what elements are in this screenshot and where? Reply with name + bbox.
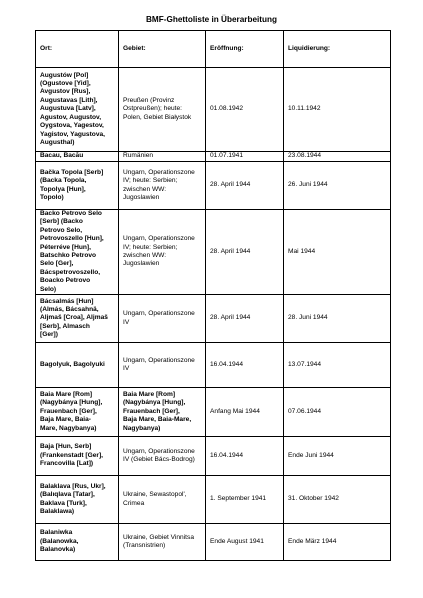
cell-eroeffnung-text: 16.04.1944 xyxy=(210,451,244,459)
cell-ort-text: Baja [Hun, Serb] (Frankenstadt [Ger], Francovilla [Lat]) xyxy=(40,443,104,468)
cell-ort xyxy=(36,476,119,524)
cell-gebiet xyxy=(119,343,206,388)
cell-gebiet xyxy=(119,210,206,295)
cell-liquidierung-text: 07.06.1944 xyxy=(288,407,322,415)
cell-eroeffnung xyxy=(206,524,284,561)
cell-gebiet-text: Ukraine, Sewastopol', Crimea xyxy=(123,491,187,507)
cell-ort xyxy=(36,388,119,437)
cell-liquidierung-text: 23.08.1944 xyxy=(288,152,322,160)
table-row xyxy=(36,152,391,162)
cell-liquidierung-text: Ende März 1944 xyxy=(288,537,337,545)
header-liquidierung: Liquidierung: xyxy=(284,31,391,68)
cell-eroeffnung xyxy=(206,476,284,524)
cell-eroeffnung-text: 01.07.1941 xyxy=(210,152,244,160)
table-row xyxy=(36,210,391,295)
cell-ort-text: Bačka Topola [Serb] (Backa Topola, Topolya [Hun], Topolo) xyxy=(40,168,104,201)
cell-liquidierung xyxy=(284,524,391,561)
table-row xyxy=(36,524,391,561)
cell-ort-text: Bácsalmás [Hun] (Almás, Bácsahnä, Aljmaš [Croa], Aljmaš [Serb], Almasch [Ger]) xyxy=(40,297,108,339)
cell-ort xyxy=(36,68,119,152)
cell-liquidierung xyxy=(284,210,391,295)
cell-gebiet-text: Ukraine, Gebiet Vinnitsa (Transnistrien) xyxy=(123,533,194,550)
table-row xyxy=(36,162,391,210)
cell-ort-text: Bacau, Bacău xyxy=(40,152,84,160)
cell-liquidierung xyxy=(284,152,391,162)
cell-liquidierung-text: 13.07.1944 xyxy=(288,360,322,368)
cell-liquidierung-text: 31. Oktober 1942 xyxy=(288,495,339,503)
cell-gebiet-text: Ungarn, Operationszone IV xyxy=(123,356,195,373)
cell-gebiet xyxy=(119,68,206,152)
cell-ort-text: Balaniwka (Balanowka, Balanovka) xyxy=(40,529,79,554)
cell-eroeffnung-text: Ende August 1941 xyxy=(210,537,264,545)
cell-ort-text: Backo Petrovo Selo [Serb] (Backo Petrovo Selo, Petrovoszello [Hun], Péterréve [Hun], Batschko Petrovo Selo [Ger], Bácspetrovoszello, Boacko Petrovo Selo) xyxy=(40,210,104,293)
header-row xyxy=(36,31,391,68)
cell-eroeffnung xyxy=(206,295,284,343)
cell-gebiet xyxy=(119,295,206,343)
cell-ort-text: Augustów [Pol] (Ogustove [Yid], Avgustov [Rus], Augustavas [Lith], Augustuva [Latv], Agustov, Augustov, Oygstova, Yagestov, Yagistov, Yagustova, Augusthal) xyxy=(40,71,105,146)
cell-gebiet-text: Ungarn, Operationszone IV; heute: Serbien; zwischen WW: Jugoslawien xyxy=(123,168,195,201)
cell-ort xyxy=(36,295,119,343)
cell-liquidierung-text: 28. Juni 1944 xyxy=(288,314,328,322)
cell-eroeffnung-text: 01.08.1942 xyxy=(210,105,244,113)
cell-ort xyxy=(36,210,119,295)
cell-liquidierung xyxy=(284,388,391,437)
cell-gebiet-text: Rumänien xyxy=(123,152,154,160)
cell-gebiet xyxy=(119,524,206,561)
table-body xyxy=(36,68,391,561)
cell-gebiet-text: Baia Mare [Rom] (Nagybánya [Hung], Frauenbach [Ger], Baja Mare, Baia-Mare, Nagybanya) xyxy=(123,391,192,432)
page-title: BMF-Ghettoliste in Überarbeitung xyxy=(146,15,277,24)
table-row xyxy=(36,388,391,437)
cell-ort-text: Bagolyuk, Bagolyuki xyxy=(40,360,105,368)
cell-ort xyxy=(36,343,119,388)
table-row xyxy=(36,476,391,524)
cell-gebiet-text: Ungarn, Operationszone IV (Gebiet Bács-Bodrog) xyxy=(123,447,195,464)
cell-eroeffnung-text: 28. April 1944 xyxy=(210,247,251,255)
cell-eroeffnung xyxy=(206,68,284,152)
cell-gebiet xyxy=(119,152,206,162)
cell-ort-text: Balaklava [Rus, Ukr], (Balıqlava [Tatar], Baklava [Turk], Balaklawa) xyxy=(40,482,106,515)
cell-gebiet-text: Ungarn, Operationszone IV; heute: Serbien; zwischen WW: Jugoslawien xyxy=(123,235,195,268)
cell-eroeffnung xyxy=(206,343,284,388)
cell-eroeffnung xyxy=(206,152,284,162)
cell-ort xyxy=(36,524,119,561)
cell-ort xyxy=(36,437,119,476)
table-row xyxy=(36,343,391,388)
cell-gebiet xyxy=(119,437,206,476)
cell-ort xyxy=(36,152,119,162)
cell-eroeffnung-text: 28. April 1944 xyxy=(210,181,251,189)
table-row xyxy=(36,68,391,152)
cell-liquidierung-text: Ende Juni 1944 xyxy=(288,451,334,459)
header-gebiet: Gebiet: xyxy=(119,31,206,68)
cell-liquidierung-text: Mai 1944 xyxy=(288,247,316,255)
cell-liquidierung xyxy=(284,162,391,210)
cell-liquidierung xyxy=(284,343,391,388)
header-ort: Ort: xyxy=(36,31,119,68)
header-eroeffnung: Eröffnung: xyxy=(206,31,284,68)
cell-ort xyxy=(36,162,119,210)
cell-eroeffnung-text: 28. April 1944 xyxy=(210,314,251,322)
cell-eroeffnung-text: 16.04.1944 xyxy=(210,360,244,368)
cell-liquidierung xyxy=(284,476,391,524)
cell-liquidierung-text: 10.11.1942 xyxy=(288,105,321,113)
cell-liquidierung xyxy=(284,437,391,476)
cell-eroeffnung xyxy=(206,162,284,210)
cell-liquidierung xyxy=(284,295,391,343)
ghetto-table xyxy=(35,30,391,561)
cell-eroeffnung-text: 1. September 1941 xyxy=(210,495,267,503)
cell-gebiet xyxy=(119,388,206,437)
cell-eroeffnung xyxy=(206,437,284,476)
cell-gebiet-text: Preußen (Provinz Ostpreußen); heute: Polen, Gebiet Białystok xyxy=(123,96,192,121)
cell-ort-text: Baia Mare [Rom] (Nagybánya [Hung], Frauenbach [Ger], Baja Mare, Baia- Mare, Nagybanya) xyxy=(40,391,103,432)
cell-liquidierung-text: 26. Juni 1944 xyxy=(288,181,328,189)
cell-gebiet-text: Ungarn, Operationszone IV xyxy=(123,310,195,326)
cell-liquidierung xyxy=(284,68,391,152)
table-row xyxy=(36,437,391,476)
cell-eroeffnung-text: Anfang Mai 1944 xyxy=(210,407,260,415)
cell-eroeffnung xyxy=(206,388,284,437)
cell-gebiet xyxy=(119,162,206,210)
table-row xyxy=(36,295,391,343)
cell-gebiet xyxy=(119,476,206,524)
cell-eroeffnung xyxy=(206,210,284,295)
